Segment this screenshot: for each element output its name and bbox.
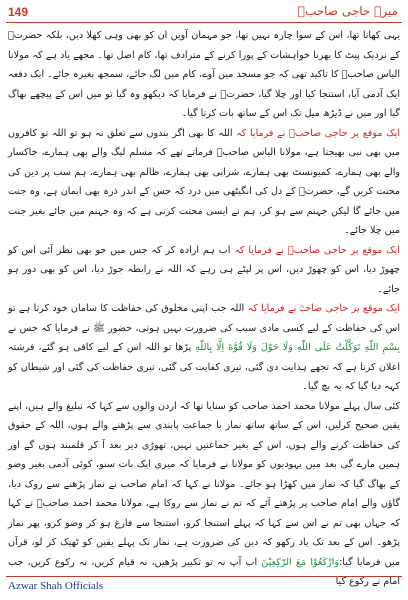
paragraph-text: اللہ کا بھی اگر بندوں سے تعلق نہ ہو تو اللہ تو کافروں میں بھی نبی بھیجتا ہے، مولانا الیاس صاحبؒ فرماتے تھے کہ مسلم لیگ والے بھی ہمارے، خاکسار والے بھی ہمارے، کمیونسٹ بھی ہمارے، شرابی بھی ہمارے، ظالم بھی ہمارے، ہم سب پر دین کی محنت کریں گے، حضرتؒ کے دل کی انگیٹھی میں درد کہ جس کے اندر ذرہ بھی ایمان ہے، وہ جنت میں جائے گا لیکن جہنم سے ہو کر، ہم نے ایسی محنت کرنی ہے کہ وہ جہنم میں جائے بغیر جنت میں چلا جائے۔: [8, 127, 400, 236]
footer-divider: [6, 576, 402, 577]
paragraph-lead: ایک موقع پر حاجی صاحبؒ نے فرمایا کہ: [234, 244, 400, 256]
header-divider: [6, 22, 402, 23]
paragraph: [8, 124, 400, 241]
paragraph: [8, 26, 400, 124]
paragraph-text: یہی کھاتا تھا، اس کے سوا چارہ نہیں تھا، جو مہمان آویں ان کو بھی وہی کھلا دیں، بلکہ حضرتؒ کے نزدیک پیٹ کا بھرنا خواہشات کے پورا کرنے کے مترادف تھا، کام اصل تھا۔ مجھے یاد ہے کہ مولانا الیاس صاحبؒ کا تاکید تھی کہ جو مسجد میں آوے، کام میں لگ جائے، سمجھ بغیرہ جائے۔ ایک دفعہ ایک آدمی آیا، استنجا کیا اور چلا گیا، حضرتؒ نے فرمایا کہ دیکھو وہ گیا تو میں اس کے پیچھے بھاگ گیا اور میں نے ڈیڑھ میل تک اس کے ساتھ بات کرتا گیا۔: [8, 30, 400, 119]
running-title: میرے حاجی صاحبؒ: [297, 4, 398, 18]
page-header: [0, 0, 408, 24]
paragraph-lead: ایک موقع پر حاجی صاحبؒ نے فرمایا کہ: [236, 127, 400, 139]
paragraph: [8, 241, 400, 300]
paragraph-text: کئی سال پہلے مولانا محمد احمد صاحب کو سنایا تھا کہ اردن والوں سے کہا کہ تبلیغ والے ہیں، اپنے یقین صحیح کرلیں، اس کے ساتھ ساتھ نماز با جماعت پابندی سے پڑھنے والے ہوں، اللہ کے حقوق کی حفاظت کرنے والے ہوں، اس کے بغیر جماعتیں نہیں، تھوڑی دیر بعد آ کر قلمبند ہوں گے اور ہمیں مارے گی بعد میں یہودیوں کو مولانا نے فرمایا کہ میری ایک بات سنو، کوئی آدمی بغیر وضو کے بھاگ گیا کہ نماز میں کھڑا ہو جائے۔ مولانا نے کہا کہ امام صاحب نے نماز پڑھنے سے روک دیا، گاؤں والے امام صاحب پر پڑھتے آئے کہ تم نے نماز سے روکا ہے، مولانا محمد احمد صاحبؒ نے کہا کہ جہاں بھی تم نے اس سے کہا کہ پہلے استنجا کرو، استنجا سے فارغ ہو کر وضو کرو، پھر نماز پڑھو۔ اس کے بعد تک یاد رکھو کہ دین کی ضرورت ہے، نماز تک پہلے یقین کو ٹھیک کر لو، قرآن میں فرمایا گیا:: [8, 400, 400, 568]
arabic-dua: بِسْمِ اللّٰهِ تَوَكَّلْتُ عَلَى اللّٰهِ وَلَا حَوْلَ وَلَا قُوَّةَ اِلَّا بِاللّٰهِ: [195, 342, 400, 353]
footer-credit: Azwar Shah Officials: [8, 580, 104, 592]
paragraph-text: اب ہم ارادہ کر کہ جس میں جو بھی نظر آئی اس کو چھوڑ دیا، اس کو چھوڑ دیں، اس پر لپٹے ہی رہے کہ اللہ نے رابطہ جوڑ دیا، اس کو بھی دور ہو جائے۔: [8, 244, 400, 295]
paragraph: [8, 299, 400, 397]
paragraph-tail: اب آپ نہ تو تکبیر پڑھیں، نہ قیام کریں، نہ رکوع کریں، جب امام نے رکوع کیا: [8, 556, 400, 587]
page-number: 149: [8, 5, 29, 19]
paragraph-lead: ایک موقع پر حاجی صاحبؒ نے فرمایا کہ: [247, 303, 400, 314]
paragraph: [8, 397, 400, 592]
paragraph-text: اللہ جب اپنی مخلوق کی حفاظت کا سامان خود کرتا ہے تو اس کی حفاظت کے لیے کسی مادی سبب کی ضرورت نہیں ہوتی، حضور ﷺ نے فرمایا کہ جس نے: [8, 303, 400, 334]
paragraph-tail: پڑھا تو اللہ اس کے لیے کافی ہو گئے، فرشتہ اعلان کرتا ہے کہ تجھے ہدایت دی گئی، تیری کفایت کی گئی، تیری حفاظت کی گئی اور شیطان کو کہہ دیا گیا کہ یہ بچ گیا۔: [8, 342, 400, 392]
arabic-verse: وَارْكَعُوْا مَعَ الرّٰكِعِيْنَ: [261, 556, 340, 568]
